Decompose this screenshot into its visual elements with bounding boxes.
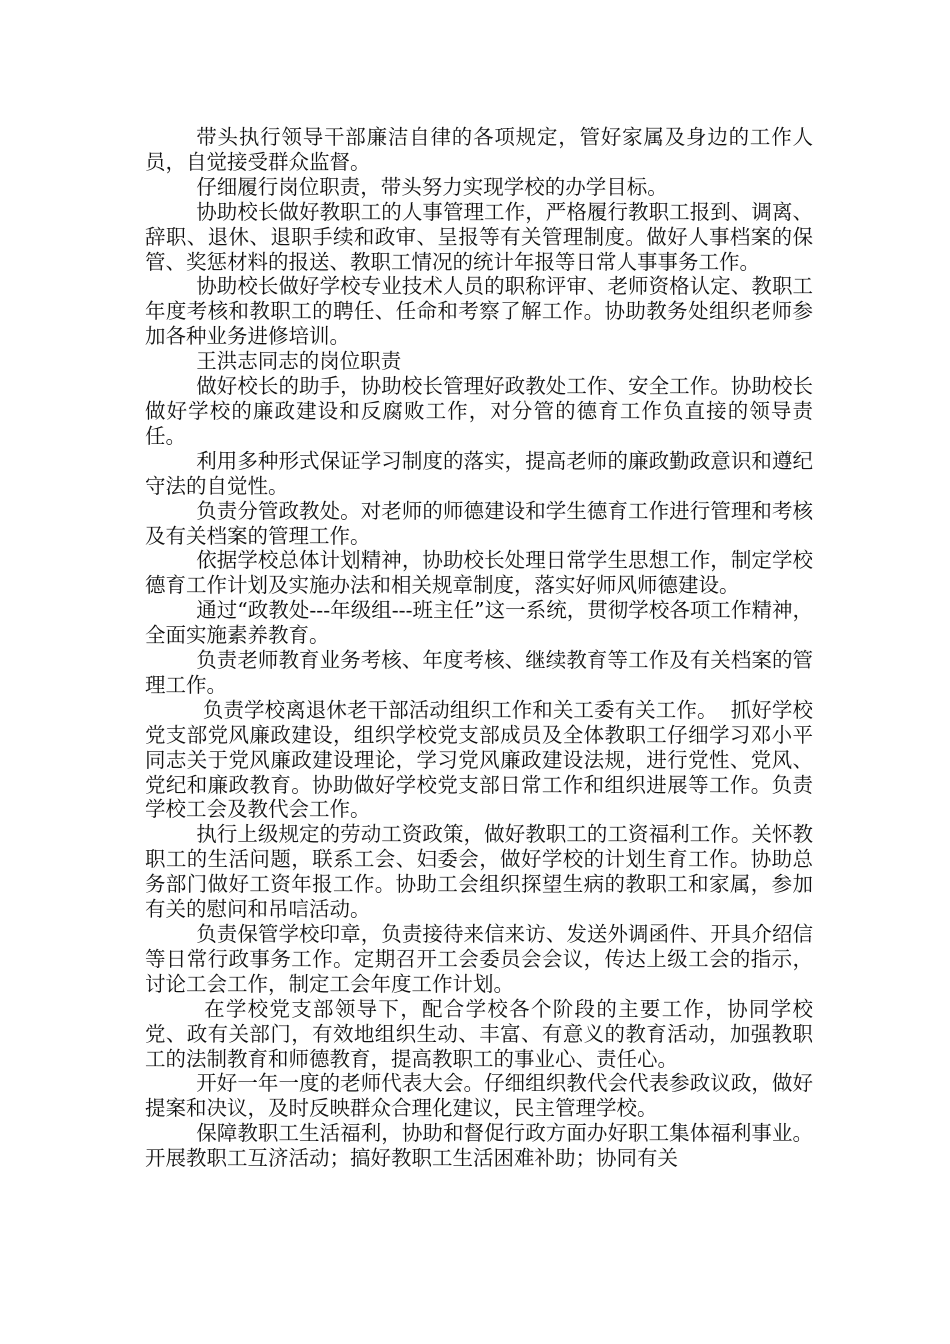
paragraph: 保障教职工生活福利，协助和督促行政方面办好职工集体福利事业。开展教职工互济活动；搞好教职工生活困难补助；协同有关 xyxy=(145,1121,813,1171)
paragraph: 仔细履行岗位职责，带头努力实现学校的办学目标。 xyxy=(196,174,668,199)
paragraph: 带头执行领导干部廉洁自律的各项规定，管好家属及身边的工作人员，自觉接受群众监督。 xyxy=(145,125,813,174)
paragraph: 开好一年一度的老师代表大会。仔细组织教代会代表参政议政，做好提案和决议，及时反映群众合理化建议，民主管理学校。 xyxy=(145,1071,813,1121)
document-body xyxy=(145,125,813,1171)
paragraph: 协助校长做好学校专业技术人员的职称评审、老师资格认定、教职工年度考核和教职工的聘任、任命和考察了解工作。协助教务处组织老师参加各种业务进修培训。 xyxy=(145,274,813,349)
paragraph: 负责老师教育业务考核、年度考核、继续教育等工作及有关档案的管理工作。 xyxy=(145,648,813,697)
paragraph: 依据学校总体计划精神，协助校长处理日常学生思想工作，制定学校德育工作计划及实施办法和相关规章制度，落实好师风师德建设。 xyxy=(145,548,813,598)
paragraph: 协助校长做好教职工的人事管理工作，严格履行教职工报到、调离、辞职、退休、退职手续和政审、呈报等有关管理制度。做好人事档案的保管、奖惩材料的报送、教职工情况的统计年报等日常人事事务工作。 xyxy=(145,199,813,274)
paragraph: 在学校党支部领导下，配合学校各个阶段的主要工作，协同学校党、政有关部门，有效地组织生动、丰富、有意义的教育活动，加强教职工的法制教育和师德教育，提高教职工的事业心、责任心。 xyxy=(145,996,813,1071)
paragraph: 负责学校离退休老干部活动组织工作和关工委有关工作。 抓好学校党支部党风廉政建设，组织学校党支部成员及全体教职工仔细学习邓小平同志关于党风廉政建设理论，学习党风廉政建设法规，进行党性、党风、党纪和廉政教育。协助做好学校党支部日常工作和组织进展等工作。负责学校工会及教代会工作。 xyxy=(145,697,813,822)
paragraph: 执行上级规定的劳动工资政策，做好教职工的工资福利工作。关怀教职工的生活问题，联系工会、妇委会，做好学校的计划生育工作。协助总务部门做好工资年报工作。协助工会组织探望生病的教职工和家属，参加有关的慰问和吊唁活动。 xyxy=(145,822,813,922)
paragraph: 通过“政教处---年级组---班主任”这一系统，贯彻学校各项工作精神，全面实施素养教育。 xyxy=(145,598,813,648)
paragraph: 做好校长的助手，协助校长管理好政教处工作、安全工作。协助校长做好学校的廉政建设和反腐败工作，对分管的德育工作负直接的领导责任。 xyxy=(145,374,813,448)
paragraph: 负责保管学校印章，负责接待来信来访、发送外调函件、开具介绍信等日常行政事务工作。定期召开工会委员会会议，传达上级工会的指示，讨论工会工作，制定工会年度工作计划。 xyxy=(145,922,813,996)
section-heading: 王洪志同志的岗位职责 xyxy=(196,349,402,374)
paragraph: 利用多种形式保证学习制度的落实，提高老师的廉政勤政意识和遵纪守法的自觉性。 xyxy=(145,448,813,498)
paragraph: 负责分管政教处。对老师的师德建设和学生德育工作进行管理和考核及有关档案的管理工作。 xyxy=(145,498,813,548)
